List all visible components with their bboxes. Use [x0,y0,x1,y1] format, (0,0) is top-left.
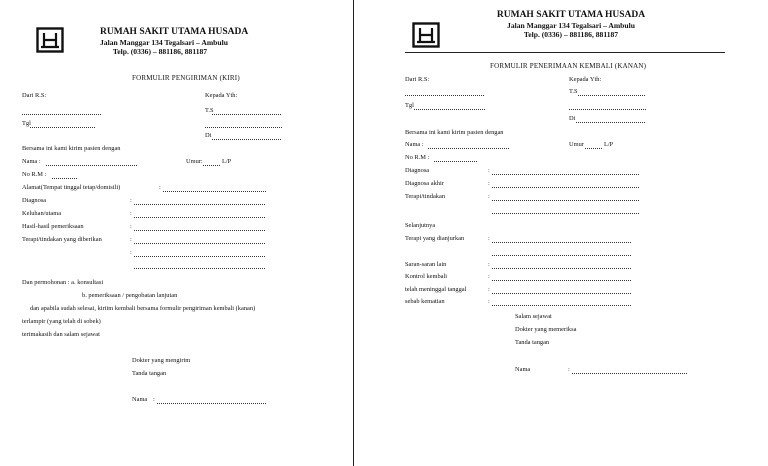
hospital-address: Jalan Manggar 134 Tegalsari – Ambulu [507,21,635,30]
sebab-kematian-field[interactable] [492,305,632,306]
diagnosa-field[interactable] [492,174,640,175]
no-rm-field[interactable] [52,178,78,179]
no-rm-field[interactable] [434,161,478,162]
field-label: Keluhan/utama [22,210,62,217]
hospital-logo-icon [412,22,440,48]
dari-rs-field[interactable] [22,114,102,115]
hasil-field[interactable] [134,230,266,231]
no-rm-label: No R.M : [405,154,430,161]
field-label: Diagnosa [22,197,47,204]
terapi-tindakan-field[interactable] [492,200,640,201]
nama-label: Nama : [22,158,41,165]
permohonan-text: Dan permohonan : a. konsultasi [22,279,104,286]
umur-label: Umur: [186,158,203,165]
kontrol-field[interactable] [492,280,632,281]
nama-sign-field[interactable] [572,373,688,374]
umur-field[interactable] [203,165,221,166]
nama-field[interactable] [428,148,510,149]
dokter-pengirim-label: Dokter yang mengirim [132,357,191,364]
alamat-field[interactable] [163,191,266,192]
bersama-text: Bersama ini kami kirim pasien dengan [22,145,121,152]
field-label: Terapi/tindakan [405,193,446,200]
diagnosa-field[interactable] [134,204,266,205]
terimakasih-text: terimakasih dan salam sejawat [22,331,100,338]
dari-rs-label: Dari R.S: [22,92,47,99]
ts-label: T.S [569,88,578,95]
hospital-phone: Telp. (0336) – 881186, 881187 [523,30,619,39]
nama-field[interactable] [46,165,138,166]
nama-sign-field[interactable] [157,403,266,404]
field-label: Kontrol kembali [405,273,448,280]
terapi-tindakan-extra[interactable] [492,213,640,214]
di-label: Di [205,132,212,139]
field-label: Saran-saran lain [405,261,447,268]
dari-rs-field[interactable] [405,95,485,96]
lp-label: L/P [222,158,232,165]
di-field[interactable] [212,139,282,140]
hospital-logo-icon [36,27,64,53]
terapi-field[interactable] [134,243,266,244]
ts-field[interactable] [212,114,282,115]
tgl-label: Tgl [22,120,31,127]
selanjutnya-text: Selanjutnya [405,222,436,229]
kepada-field[interactable] [205,127,282,128]
tanda-tangan-label: Tanda tangan [515,339,550,346]
telampir-text: terlampir (yang telah di sobek) [22,318,101,325]
field-label: Hasil-hasil pemeriksaan [22,223,84,230]
hospital-address: Jalan Manggar 134 Tegalsari – Ambulu [100,38,228,47]
field-label: Diagnosa akhir [405,180,444,187]
form-title-right: FORMULIR PENERIMAAN KEMBALI (KANAN) [490,62,647,70]
diagnosa-akhir-field[interactable] [492,187,640,188]
tgl-field[interactable] [30,127,96,128]
keluhan-field[interactable] [134,217,266,218]
no-rm-label: No R.M : [22,171,47,178]
dokter-pemeriksa-label: Dokter yang memeriksa [515,326,577,333]
umur-label: Umur [569,141,584,148]
salam-text: Salam sejawat [515,313,552,320]
apabila-text: dan apabila sudah selesai, kiriim kembali bersama formulir pengiriman kembali (kanan) [30,305,256,312]
lp-label: L/P [604,141,614,148]
permohonan-b-text: b. pemeriksaan / pengobatan lanjutan [82,292,178,299]
field-label: Diagnosa [405,167,430,174]
field-label: Alamat(Tempat tinggal tetap/domisili) [22,184,121,191]
page-divider [353,0,354,466]
umur-field[interactable] [585,148,603,149]
hospital-name: RUMAH SAKIT UTAMA HUSADA [496,10,646,20]
hospital-phone: Telp. (0336) – 881186, 881187 [112,47,208,56]
terapi-dianjurkan-extra[interactable] [492,255,632,256]
kepada-label: Kepada Yth: [569,76,602,83]
nama-sign-label: Nama [132,396,148,403]
terapi-dianjurkan-field[interactable] [492,242,632,243]
ts-label: T.S [205,107,214,114]
terapi-dianjurkan-label: Terapi yang dianjurkan [405,235,465,242]
tanda-tangan-label: Tanda tangan [132,370,167,377]
nama-sign-label: Nama [515,366,531,373]
ts-field[interactable] [578,95,646,96]
terapi-field-extra[interactable] [134,268,266,269]
meninggal-field[interactable] [492,293,632,294]
form-title-left: FORMULIR PENGIRIMAN (KIRI) [132,74,240,82]
dari-rs-label: Dari R.S: [405,76,430,83]
nama-label: Nama : [405,141,424,148]
field-label: telah meninggal tanggal [405,286,467,293]
field-label: sebab kematian [405,298,445,305]
tgl-field[interactable] [414,109,486,110]
bersama-text: Bersama ini kami kirim pasien dengan [405,129,504,136]
header-rule [405,52,725,53]
di-label: Di [569,115,576,122]
field-label: Terapi/tindakan yang diberikan [22,236,102,243]
tgl-label: Tgl [405,102,414,109]
di-field[interactable] [576,122,646,123]
hospital-name: RUMAH SAKIT UTAMA HUSADA [100,27,249,37]
terapi-field-extra[interactable] [134,256,266,257]
kepada-field[interactable] [569,109,646,110]
saran-field[interactable] [492,268,632,269]
kepada-label: Kepada Yth: [205,92,238,99]
